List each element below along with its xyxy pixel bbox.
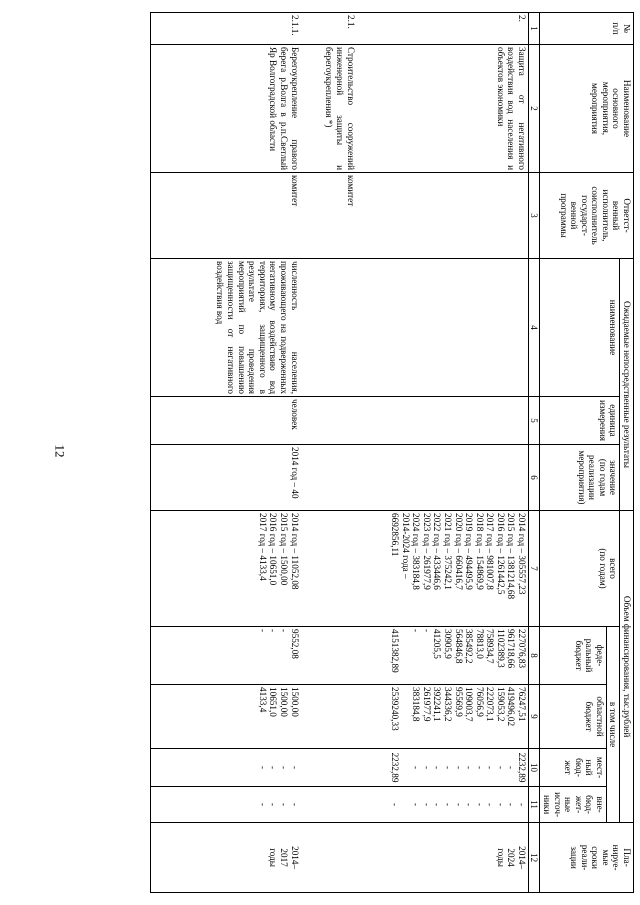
page-number: 12 xyxy=(52,444,68,458)
table-row xyxy=(301,13,357,893)
column-number: 5 xyxy=(529,397,540,445)
row-name: Защита от негативного воздействия вод населения и объектов экономики xyxy=(357,45,529,173)
table-row xyxy=(357,13,529,893)
row-expected-unit xyxy=(357,397,529,445)
row-regional: 76247,51 419496,02 159053,2 222073,1 76056,9 109003,7 95569,9 344336,2 392241,1 261977,9 383184,8 2539240,33 xyxy=(357,685,529,749)
row-local: 2232,89 - - - - - - - - - - 2232,89 xyxy=(357,749,529,787)
header-finance-total: всего (по годам) xyxy=(540,511,620,627)
row-extrabudgetary: - - - - xyxy=(151,787,301,823)
header-extrabudgetary: вне- бюд- жет- ные источ- ники xyxy=(540,787,606,823)
row-period xyxy=(301,823,357,893)
header-local-budget: мест- ный бюд- жет xyxy=(540,749,606,787)
header-name: Наименование основного мероприятия, мероприятия xyxy=(540,45,634,173)
row-total: 2014 год – 11052,08 2015 год – 1500,00 2016 год – 10651,0 2017 год – 4133,4 xyxy=(151,511,301,627)
row-federal xyxy=(301,627,357,685)
header-responsible: Ответст- венный исполнитель, соисполнитель государст- венной программы xyxy=(540,173,634,259)
header-expected-name: наименование xyxy=(540,259,620,397)
column-number: 1 xyxy=(529,13,540,45)
column-number: 2 xyxy=(529,45,540,173)
row-expected-value: 2014 год – 40 xyxy=(151,445,301,511)
header-federal-budget: феде- ральный бюджет xyxy=(540,627,606,685)
row-number: 2.1. xyxy=(301,13,357,45)
header-regional-budget: областной бюджет xyxy=(540,685,606,749)
row-total: 2014 год – 305557,23 2015 год – 1381214,68 2016 год – 1261442,5 2017 год – 981007,8 2018 год – 154869,9 2019 год – 494495,9 2020 год – 660416,7 2021 год – 375242,1 2022 год – 433446,6 2023 год – 261977,9 2024 год – 383184,8 2014-2024 года – 6692856,11 xyxy=(357,511,529,627)
row-period: 2014– 2017 годы xyxy=(151,823,301,893)
row-responsible xyxy=(357,173,529,259)
row-expected-name xyxy=(357,259,529,397)
column-number: 11 xyxy=(529,787,540,823)
header-finance-including: в том числе xyxy=(606,627,620,823)
row-responsible: комитет xyxy=(301,173,357,259)
row-expected-name: численность населения, проживающего на подверженных негативному воздействию вод территориях, защищенного в результате проведения мероприятий по повышению защищенности от негативного воздействия вод xyxy=(151,259,301,397)
header-expected-value: значение (по годам реализации мероприятия) xyxy=(540,445,620,511)
header-expected-unit: единица измерения xyxy=(540,397,620,445)
row-extrabudgetary: - - - - - - - - - - - - xyxy=(357,787,529,823)
header-financing: Объем финансирования, тыс.рублей xyxy=(620,511,634,823)
header-expected-results: Ожидаемые непосредственные результаты xyxy=(620,259,634,511)
row-total xyxy=(301,511,357,627)
column-number: 8 xyxy=(529,627,540,685)
row-regional: 1500,00 1500,00 10651,0 4133,4 xyxy=(151,685,301,749)
row-number: 2.1.1. xyxy=(151,13,301,45)
row-expected-unit xyxy=(301,397,357,445)
column-number: 9 xyxy=(529,685,540,749)
row-expected-value xyxy=(357,445,529,511)
row-expected-name xyxy=(301,259,357,397)
column-number: 4 xyxy=(529,259,540,397)
row-regional xyxy=(301,685,357,749)
document-sheet xyxy=(2,12,634,892)
column-number: 3 xyxy=(529,173,540,259)
row-responsible: комитет xyxy=(151,173,301,259)
row-local: - - - - xyxy=(151,749,301,787)
program-table xyxy=(150,12,634,893)
column-number: 10 xyxy=(529,749,540,787)
header-period: Пла- нируе- мые сроки реали- зации xyxy=(540,823,634,893)
row-expected-value xyxy=(301,445,357,511)
column-number: 7 xyxy=(529,511,540,627)
row-name: Берегоукрепление правого берега р.Волга в р.п.Светлый Яр Волгоградской области xyxy=(151,45,301,173)
row-extrabudgetary xyxy=(301,787,357,823)
row-expected-unit: человек xyxy=(151,397,301,445)
column-number: 12 xyxy=(529,823,540,893)
row-name: Строительство сооружений инженерной защиты и берегоукрепления *) xyxy=(301,45,357,173)
header-no: № п/п xyxy=(540,13,634,45)
row-period: 2014– 2024 годы xyxy=(357,823,529,893)
row-federal: 9552,08 - - - xyxy=(151,627,301,685)
row-number: 2. xyxy=(357,13,529,45)
row-local xyxy=(301,749,357,787)
row-federal: 227076,83 961718,66 1102389,3 758934,7 78813,0 385492,2 564846,8 30905,9 41205,5 - - 4151382,89 xyxy=(357,627,529,685)
column-number: 6 xyxy=(529,445,540,511)
table-row xyxy=(151,13,301,893)
